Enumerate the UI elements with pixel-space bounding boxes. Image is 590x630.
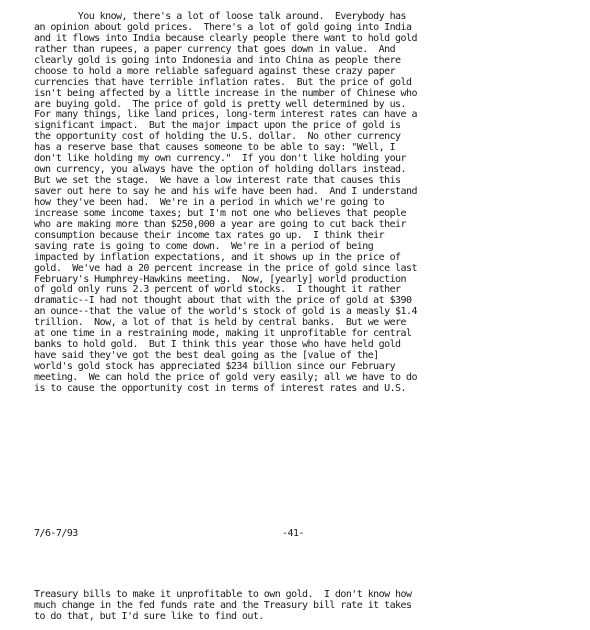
paragraph-line: much change in the fed funds rate and the Treasury bill rate it takes xyxy=(34,599,412,611)
paragraph-line: own currency, you always have the option of holding dollars instead. xyxy=(34,164,406,176)
page-footer xyxy=(34,528,586,542)
paragraph-line: of gold only runs 2.3 percent of world stocks. I thought it rather xyxy=(34,284,401,296)
paragraph-line: impacted by inflation expectations, and it shows up in the price of xyxy=(34,251,401,263)
paragraph-line: significant impact. But the major impact upon the price of gold is xyxy=(34,120,401,132)
paragraph-line: are buying gold. The price of gold is pretty well determined by us. xyxy=(34,98,406,110)
meeting-date: 7/6-7/93 xyxy=(34,528,78,539)
paragraph-line: consumption because their income tax rates go up. I think their xyxy=(34,229,385,241)
paragraph-line: an ounce--that the value of the world's stock of gold is a measly $1.4 xyxy=(34,306,417,318)
paragraph-line: world's gold stock has appreciated $234 billion since our February xyxy=(34,361,396,372)
paragraph-line: the opportunity cost of holding the U.S. dollar. No other currency xyxy=(34,131,401,143)
paragraph-line: trillion. Now, a lot of that is held by central banks. But we were xyxy=(34,317,406,329)
paragraph-line: saving rate is going to come down. We're in a period of being xyxy=(34,240,374,252)
paragraph-line: Treasury bills to make it unprofitable to own gold. I don't know how xyxy=(34,589,412,600)
paragraph-line: currencies that have terrible inflation rates. But the price of gold xyxy=(34,76,412,88)
paragraph-line: February's Humphrey-Hawkins meeting. Now, [yearly] world production xyxy=(34,273,406,285)
paragraph-line: an opinion about gold prices. There's a lot of gold going into India xyxy=(34,21,412,33)
paragraph-line: who are making more than $250,000 a year are going to cut back their xyxy=(34,218,406,230)
page-number: -41- xyxy=(282,528,304,539)
paragraph-line: how they've been had. We're in a period in which we're going to xyxy=(34,196,385,208)
paragraph-line: clearly gold is going into Indonesia and into China as people there xyxy=(34,54,401,66)
paragraph-line: and it flows into India because clearly people there want to hold gold xyxy=(34,32,417,44)
paragraph-line: You know, there's a lot of loose talk around. Everybody has xyxy=(34,11,406,22)
continuation-paragraph xyxy=(34,590,586,623)
paragraph-line: have said they've got the best deal going as the [value of the] xyxy=(34,350,379,362)
paragraph-line: But we set the stage. We have a low interest rate that causes this xyxy=(34,175,401,187)
paragraph-line: to do that, but I'd sure like to find out. xyxy=(34,610,264,622)
paragraph-line: has a reserve base that causes someone to be able to say: "Well, I xyxy=(34,142,396,154)
main-paragraph xyxy=(34,12,586,395)
paragraph-line: For many things, like land prices, long-term interest rates can have a xyxy=(34,109,417,121)
paragraph-line: increase some income taxes; but I'm not one who believes that people xyxy=(34,207,406,219)
paragraph-line: don't like holding my own currency." If you don't like holding your xyxy=(34,153,406,165)
paragraph-line: rather than rupees, a paper currency that goes down in value. And xyxy=(34,43,396,55)
paragraph-line: saver out here to say he and his wife have been had. And I understand xyxy=(34,186,417,197)
paragraph-line: gold. We've had a 20 percent increase in the price of gold since last xyxy=(34,262,417,274)
paragraph-line: dramatic--I had not thought about that with the price of gold at $390 xyxy=(34,295,412,307)
paragraph-line: meeting. We can hold the price of gold very easily; all we have to do xyxy=(34,371,417,383)
paragraph-line: is to cause the opportunity cost in terms of interest rates and U.S. xyxy=(34,382,406,394)
paragraph-line: at one time in a restraining mode, making it unprofitable for central xyxy=(34,328,412,340)
paragraph-line: isn't being affected by a little increase in the number of Chinese who xyxy=(34,87,417,99)
paragraph-line: choose to hold a more reliable safeguard against these crazy paper xyxy=(34,65,396,77)
paragraph-line: banks to hold gold. But I think this year those who have held gold xyxy=(34,339,401,351)
